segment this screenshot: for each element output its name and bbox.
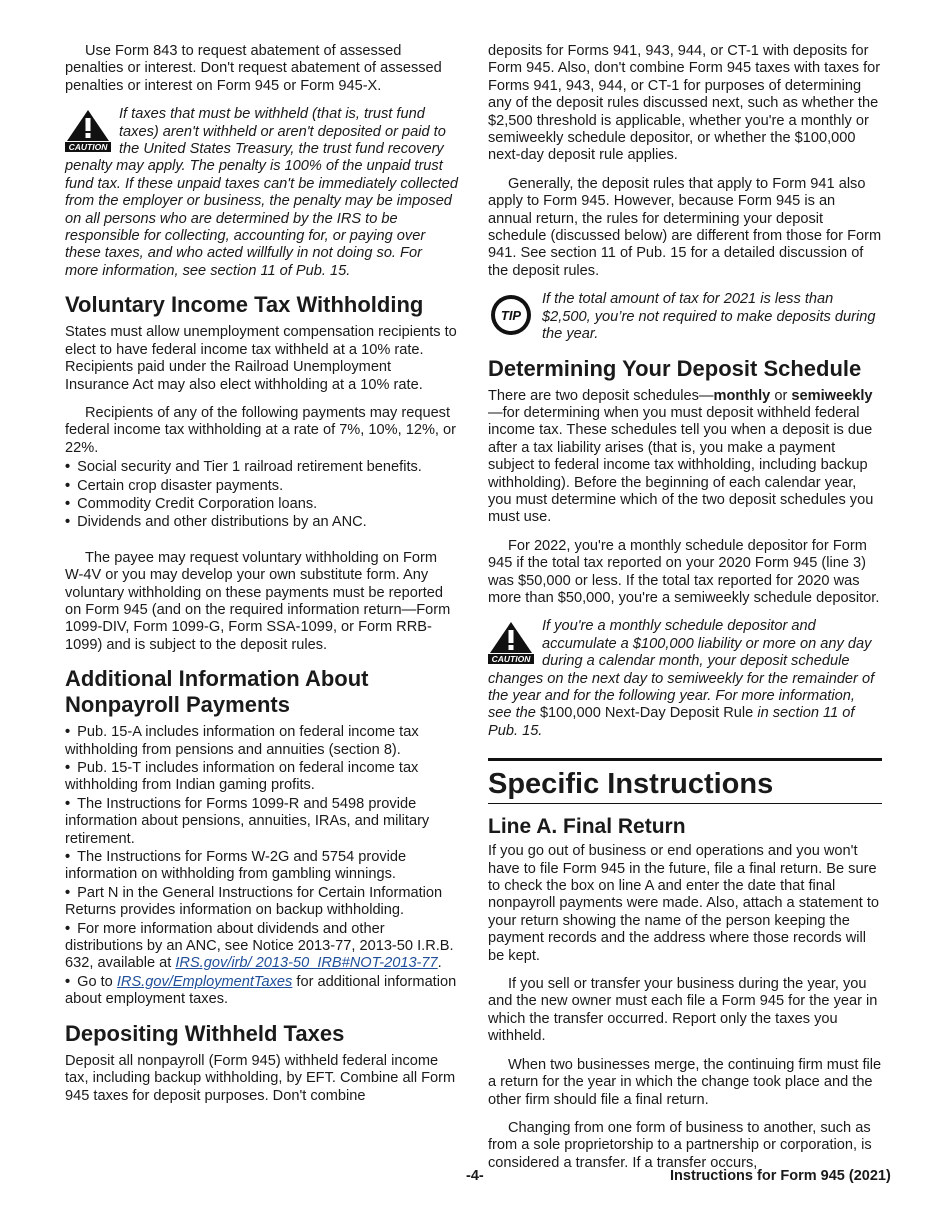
tip-label: TIP <box>500 308 522 324</box>
heading-voluntary: Voluntary Income Tax Withholding <box>65 292 424 318</box>
footer-title: Instructions for Form 945 (2021) <box>670 1168 891 1184</box>
paragraph-continued: deposits for Forms 941, 943, 944, or CT-1 with deposits for Form 945. Also, don't combine Form 945 taxes with taxes for Forms 941, 943, 944, or CT-1 for purposes of determining any of the deposit rules discussed next, such as whether the $2,500 threshold is applicable, whether you're a monthly or semiweekly schedule depositor, or whether the $100,000 next-day deposit rule applies. <box>488 43 881 164</box>
caution-text: If taxes that must be withheld (that is, trust fund taxes) aren't withheld or aren't deposited or paid to the United States Treasury, the trust fund recovery penalty may apply. The penalty is 100% of the unpaid trust fund tax. If these unpaid taxes can't be immediately collected from the employer or business, the penalty may be imposed on all persons who are determined by the IRS to be responsible for collecting, accounting for, or paying over these taxes, and who acted willfully in not doing so. For more information, see section 11 of Pub. 15. <box>65 106 458 279</box>
heading-depositing: Depositing Withheld Taxes <box>65 1020 345 1046</box>
section-rule <box>488 758 882 761</box>
list-item: • Pub. 15-A includes information on federal income tax withholding from pensions and annuities (section 8). <box>65 724 419 758</box>
page-number: -4- <box>466 1168 484 1184</box>
paragraph-2022: For 2022, you're a monthly schedule depositor for Form 945 if the total tax reported on your 2020 Form 945 (line 3) was $50,000 or less. If the total tax reported for 2020 was more than $50,000, you're a semiweekly schedule depositor. <box>488 537 880 606</box>
paragraph-generally: Generally, the deposit rules that apply to Form 941 also apply to Form 945. However, because Form 945 is an annual return, the rules for determining your deposit schedule (discussed below) are different from those for Form 941. See section 11 of Pub. 15 for a detailed discussion of the deposit rules. <box>488 175 882 279</box>
heading-line-a: Line A. Final Return <box>488 815 686 839</box>
info-list <box>65 724 459 1009</box>
right-column <box>488 43 882 1183</box>
paragraph-deposit: Deposit all nonpayroll (Form 945) withheld federal income tax, including backup withholding, by EFT. Combine all Form 945 taxes for deposit purposes. Don't combine <box>65 1052 456 1104</box>
caution-icon <box>488 620 534 664</box>
list-item: • For more information about dividends and other distributions by an ANC, see Notice 2013-77, 2013-50 I.R.B. 632, available at IRS.gov/irb/ 2013-50_IRB#NOT-2013-77. <box>65 920 454 972</box>
paragraph-changing: Changing from one form of business to another, such as from a sole proprietorship to a partnership or corporation, is considered a transfer. If a transfer occurs, <box>488 1119 872 1171</box>
caution-note-trust-fund <box>65 106 459 280</box>
heading-rule <box>488 803 882 804</box>
list-item: • The Instructions for Forms 1099-R and 5498 provide information about pensions, annuities, IRAs, and military retirement. <box>65 795 430 847</box>
tip-note <box>488 291 882 343</box>
paragraph-final-return: If you go out of business or end operations and you won't have to file Form 945 in the future, file a final return. Be sure to check the box on line A and enter the date that final nonpayroll payments were made. Also, attach a statement to your return showing the name of the person keeping the payment records and the address where those records will be kept. <box>488 843 880 964</box>
employment-taxes-link[interactable]: IRS.gov/EmploymentTaxes <box>116 973 293 990</box>
list-item: • Part N in the General Instructions for Certain Information Returns provides information on backup withholding. <box>65 884 443 919</box>
caution-note-100k: CAUTION If you're a monthly schedule depositor and accumulate a $100,000 liability or more on any day during a calendar month, your deposit schedule changes on the next day to semiweekly for the remainder of the year and for the following year. For more information, see the $100,000 Next-Day Deposit Rule in section 11 of Pub. 15. <box>488 618 875 739</box>
list-item: • Pub. 15-T includes information on federal income tax withholding from Indian gaming profits. <box>65 760 419 794</box>
paragraph-states: States must allow unemployment compensation recipients to elect to have federal income tax withheld at a 10% rate. Recipients paid under the Railroad Unemployment Insurance Act may also elect withholding at a 10% rate. <box>65 324 457 393</box>
list-item: • The Instructions for Forms W-2G and 5754 provide information on withholding from gambling winnings. <box>65 849 407 883</box>
heading-specific-instructions: Specific Instructions <box>488 768 774 801</box>
list-item: • Certain crop disaster payments. <box>65 477 284 494</box>
paragraph-schedules: There are two deposit schedules—monthly or semiweekly—for determining when you must deposit withheld federal income tax. These schedules tell you when a deposit is due after a tax liability arises (that is, you make a payment subject to federal income tax withholding, including backup withholding). Before the beginning of each calendar year, you must determine which of the two deposit schedules you must use. <box>488 387 874 526</box>
list-item: • Go to IRS.gov/EmploymentTaxes for additional information about employment taxes. <box>65 973 457 1008</box>
paragraph-sell: If you sell or transfer your business during the year, you and the new owner must each file a Form 945 for the year in which the transfer occurred. Report only the taxes you withheld. <box>488 976 878 1045</box>
list-item: • Social security and Tier 1 railroad retirement benefits. <box>65 459 422 476</box>
list-item: • Dividends and other distributions by an ANC. <box>65 514 367 531</box>
tip-icon <box>488 293 534 337</box>
caution-icon <box>65 108 111 152</box>
caution-label: CAUTION <box>491 654 531 665</box>
heading-deposit-schedule: Determining Your Deposit Schedule <box>488 355 862 381</box>
paragraph-abatement: Use Form 843 to request abatement of assessed penalties or interest. Don't request abatement of assessed penalties or interest on Form 945 or Form 945-X. <box>65 43 442 94</box>
paragraph-payee: The payee may request voluntary withholding on Form W-4V or you may develop your own substitute form. Any voluntary withholding on these payments must be reported on Form 945 (and on the required information return—Form 1099-DIV, Form 1099-G, Form SSA-1099, or Form RRB-1099) and is subject to the deposit rules. <box>65 549 451 653</box>
paragraph-recipients: Recipients of any of the following payments may request federal income tax withholding at a rate of 7%, 10%, 12%, or 22%. <box>65 404 457 456</box>
paragraph-merge: When two businesses merge, the continuing firm must file a return for the year in which the change took place and the other firm should file a final return. <box>488 1056 882 1108</box>
list-item: • Commodity Credit Corporation loans. <box>65 495 318 512</box>
tip-text: If the total amount of tax for 2021 is less than $2,500, you’re not required to make deposits during the year. <box>542 291 876 343</box>
caution-label: CAUTION <box>68 142 108 153</box>
heading-additional-info: Additional Information About Nonpayroll Payments <box>65 666 369 718</box>
left-column <box>65 43 459 1116</box>
payments-list <box>65 459 459 532</box>
irb-notice-link[interactable]: IRS.gov/irb/ 2013-50_IRB#NOT-2013-77 <box>175 955 438 972</box>
